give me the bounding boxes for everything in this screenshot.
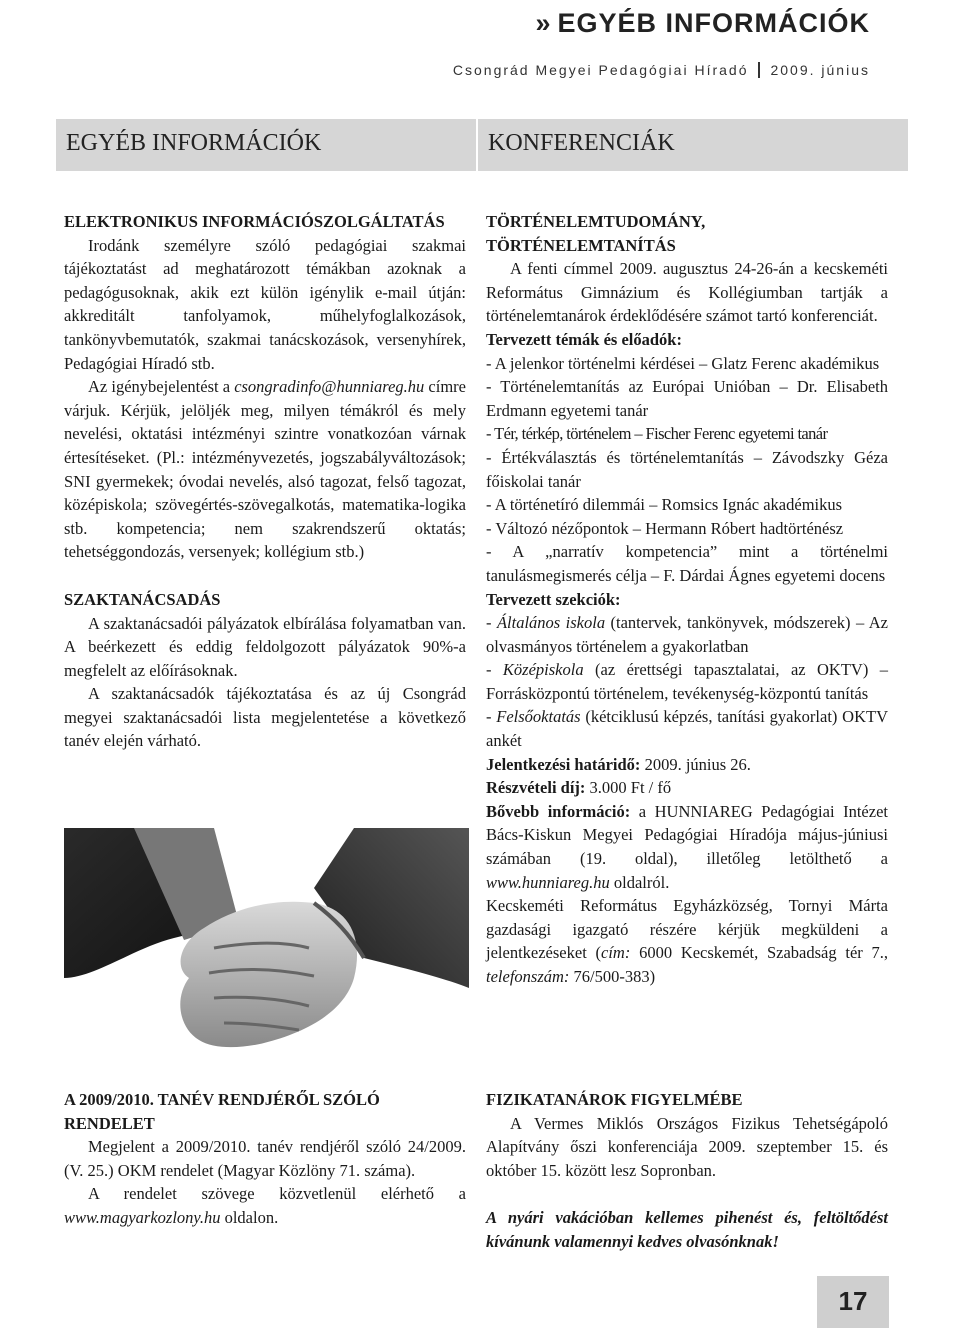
topic-item: - Történelemtanítás az Európai Unióban – Dr. Elisabeth Erdmann egyetemi tanár [486, 377, 888, 420]
band-title-right: KONFERENCIÁK [488, 130, 675, 156]
paragraph: A szaktanácsadók tájékoztatása és az új Csongrád megyei szaktanácsadói lista megjelentetése a következő tanév elején várható. [64, 684, 466, 751]
web-link[interactable]: www.hunniareg.hu [486, 872, 610, 892]
right-column [486, 210, 888, 989]
section-band-right [478, 119, 908, 171]
more-info: Bővebb információ: a HUNNIAREG Pedagógiai Intézet Bács-Kiskun Megyei Pedagógiai Híradója május-júniusi számában (19. oldal), illetőleg letölthető a www.hunniareg.hu oldalról. [486, 801, 888, 892]
topic-item: - A „narratív kompetencia” mint a történelmi tanulásmegismerés célja – F. Dárdai Ágnes egyetemi docens [486, 542, 888, 585]
closing-greeting: A nyári vakációban kellemes pihenést és, feltöltődést kívánunk valamennyi kedves olvasónknak! [486, 1208, 888, 1251]
section-item: - Középiskola (az érettségi tapasztalatai, az OKTV) – Forrásközpontú történelem, tevékenység-központú tanítás [486, 660, 888, 703]
fee: Részvételi díj: 3.000 Ft / fő [486, 778, 672, 798]
section-heading: ELEKTRONIKUS INFORMÁCIÓSZOLGÁLTATÁS [64, 212, 445, 231]
topic-item: - A jelenkor történelmi kérdései – Glatz Ferenc akadémikus [486, 353, 880, 373]
handshake-photo [64, 828, 469, 1058]
section-heading: SZAKTANÁCSADÁS [64, 589, 221, 609]
section-heading: A 2009/2010. TANÉV RENDJÉRŐL SZÓLÓ RENDELET [64, 1090, 380, 1133]
left-column-bottom [64, 1088, 466, 1230]
topic-item: - Értékválasztás és történelemtanítás – Závodszky Géza főiskolai tanár [486, 447, 888, 491]
paragraph: Irodánk személyre szóló pedagógiai szakmai tájékoztatást ad meghatározott témákban azoknak a pedagógusoknak, akik ezt külön igénylik e-mail útján: akkreditált tanfolyamok, műhelyfoglalkozások, tankönyvbemutatók, szakmai tanácskozások, versenyhírek, Pedagógiai Híradó stb. [64, 235, 466, 373]
band-title-left: EGYÉB INFORMÁCIÓK [66, 130, 322, 156]
topics-label: Tervezett témák és előadók: [486, 329, 682, 349]
chevron-right-icon: » [535, 8, 552, 38]
paragraph: A Vermes Miklós Országos Fizikus Tehetségápoló Alapítvány őszi konferenciája 2009. szeptember 15. és október 15. között lesz Sopronban. [486, 1113, 888, 1180]
email-link[interactable]: csongradinfo@hunniareg.hu [234, 377, 425, 397]
topic-item: - Változó nézőpontok – Hermann Róbert hadtörténész [486, 518, 844, 538]
section-item: - Általános iskola (tantervek, tankönyvek, módszerek) – Az olvasmányos történelem a gyakorlatban [486, 613, 888, 656]
right-column-bottom [486, 1088, 888, 1254]
left-column [64, 210, 466, 753]
paragraph: A rendelet szövege közvetlenül elérhető a www.magyarkozlony.hu oldalon. [64, 1184, 466, 1227]
page-number-box [817, 1276, 889, 1328]
paragraph: A fenti címmel 2009. augusztus 24-26-án a kecskeméti Református Gimnázium és Kollégiumban tartják a történelemtanárok érdeklődésére számot tartó konferenciát. [486, 259, 888, 326]
header-separator [758, 62, 760, 78]
page-number: 17 [838, 1286, 868, 1316]
paragraph: Az igénybejelentést a csongradinfo@hunniareg.hu címre várjuk. Kérjük, jelöljék meg, milyen témákról és mely nevelési, oktatási intézményi szintre vonatkozóan várnak értesítéseket. (Pl.: intézményvezetés, jogszabályváltozások; SNI gyermekek; óvodai nevelés, alsó tagozat, felső tagozat, középiskola; szövegértés-szövegalkotás, matematika-logika stb. kompetencia; nem szakrendszerű oktatás; tehetséggondozás, versenyek; kollégium stb.) [64, 377, 466, 562]
paragraph: Megjelent a 2009/2010. tanév rendjéről szóló 24/2009. (V. 25.) OKM rendelet (Magyar Közlöny 71. száma). [64, 1137, 466, 1180]
topic-item: - Tér, térkép, történelem – Fischer Ferenc egyetemi tanár [486, 424, 828, 444]
sections-label: Tervezett szekciók: [486, 589, 621, 609]
section-heading: TÖRTÉNELEMTUDOMÁNY, TÖRTÉNELEMTANÍTÁS [486, 212, 706, 255]
paragraph: A szaktanácsadói pályázatok elbírálása folyamatban van. A beérkezett és eddig feldolgozott pályázatok 90%-a megfelelt az előírásoknak. [64, 613, 466, 680]
section-heading: FIZIKATANÁROK FIGYELMÉBE [486, 1090, 743, 1109]
deadline: Jelentkezési határidő: 2009. június 26. [486, 754, 751, 774]
section-band-left [56, 119, 476, 171]
contact: Kecskeméti Református Egyházközség, Tornyi Márta gazdasági igazgató részére kérjük megküldeni a jelentkezéseket (cím: 6000 Kecskemét, Szabadság tér 7., telefonszám: 76/500-383) [486, 896, 888, 986]
running-header-publication: Csongrád Megyei Pedagógiai Híradó 2009. június [452, 62, 870, 78]
running-header-title: » EGYÉB INFORMÁCIÓK [535, 8, 870, 38]
web-link[interactable]: www.magyarkozlony.hu [64, 1207, 221, 1227]
section-item: - Felsőoktatás (kétciklusú képzés, tanítási gyakorlat) OKTV ankét [486, 707, 889, 751]
topic-item: - A történetíró dilemmái – Romsics Ignác akadémikus [486, 495, 843, 515]
